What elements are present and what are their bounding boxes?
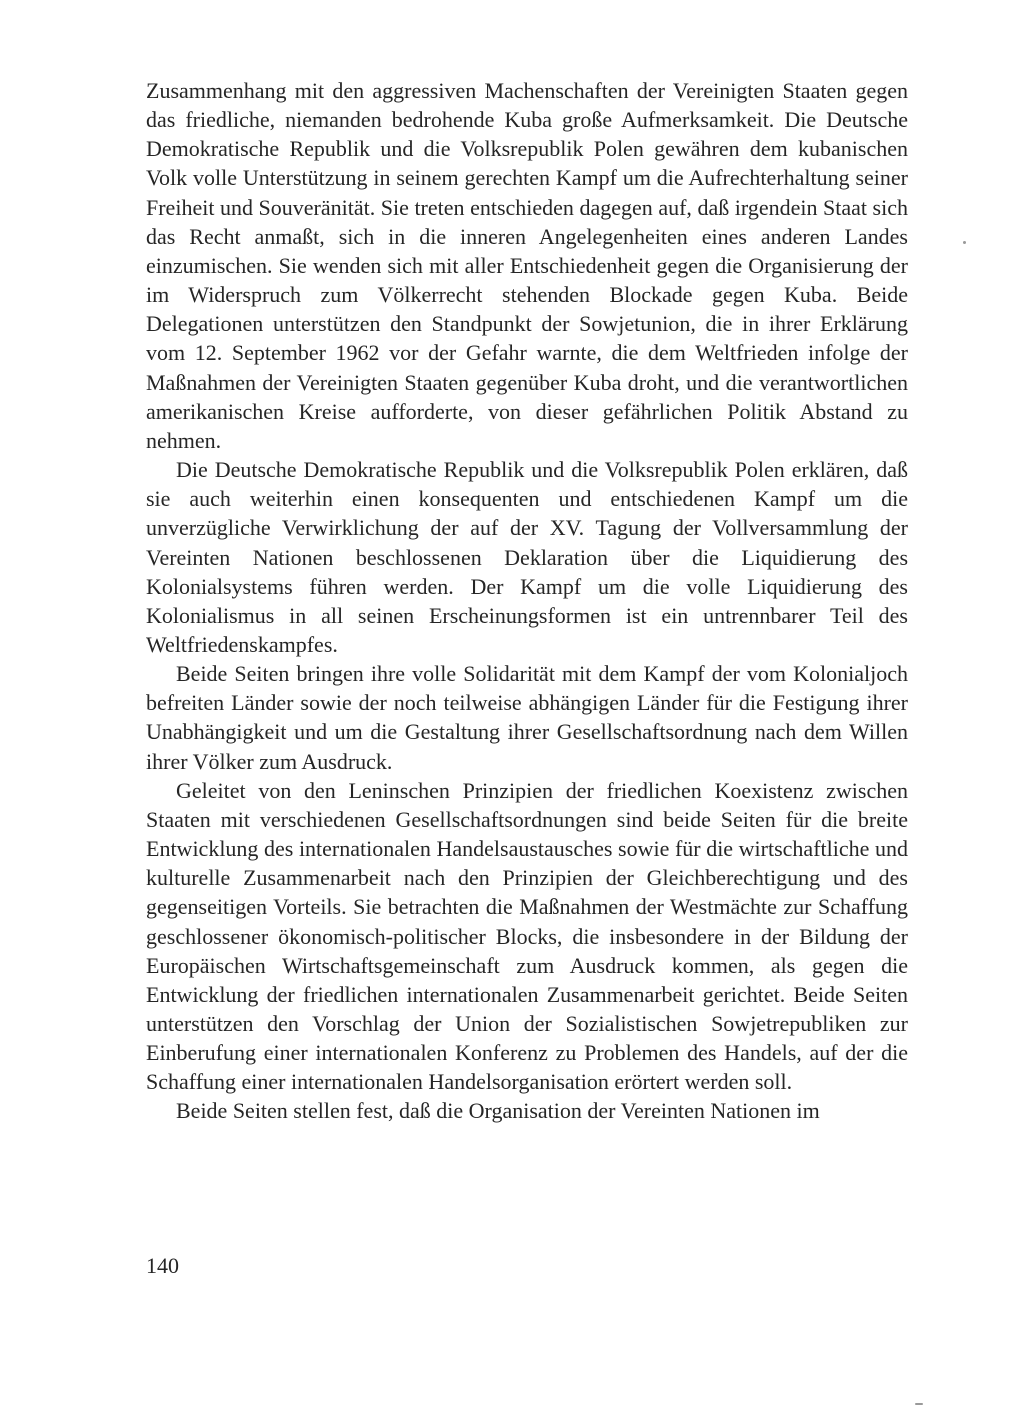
body-text bbox=[146, 76, 908, 1126]
paragraph-continuation: Zusammenhang mit den aggressiven Machenschaften der Vereinigten Staaten gegen das friedliche, niemanden bedrohende Kuba große Aufmerksamkeit. Die Deutsche Demokratische Republik und die Volksrepublik Polen gewähren dem kubanischen Volk volle Unterstützung in seinem gerechten Kampf um die Aufrechterhaltung seiner Freiheit und Souveränität. Sie treten entschieden dagegen auf, daß irgendein Staat sich das Recht anmaßt, sich in die inneren Angelegenheiten eines anderen Landes einzumischen. Sie wenden sich mit aller Entschiedenheit gegen die Organisierung der im Widerspruch zum Völkerrecht stehenden Blockade gegen Kuba. Beide Delegationen unterstützen den Standpunkt der Sowjetunion, die in ihrer Erklärung vom 12. September 1962 vor der Gefahr warnte, die dem Weltfrieden infolge der Maßnahmen der Vereinigten Staaten gegenüber Kuba droht, und die verantwortlichen amerikanischen Kreise aufforderte, von dieser gefährlichen Politik Abstand zu nehmen. bbox=[146, 78, 908, 453]
scan-speck bbox=[915, 1403, 923, 1405]
paragraph: Geleitet von den Leninschen Prinzipien der friedlichen Koexistenz zwischen Staaten mit verschiedenen Gesellschaftsordnungen sind beide Seiten für die breite Entwicklung des internationalen Handelsaustausches sowie für die wirtschaftliche und kulturelle Zusammenarbeit nach den Prinzipien der Gleichberechtigung und des gegenseitigen Vorteils. Sie betrachten die Maßnahmen der Westmächte zur Schaffung geschlossener ökonomisch-politischer Blocks, die insbesondere in der Bildung der Europäischen Wirtschaftsgemeinschaft zum Ausdruck kommen, als gegen die Entwicklung der friedlichen internationalen Zusammenarbeit gerichtet. Beide Seiten unterstützen den Vorschlag der Union der Sozialistischen Sowjetrepubliken zur Einberufung einer internationalen Konferenz zu Problemen des Handels, auf der die Schaffung einer internationalen Handelsorganisation erörtert werden soll. bbox=[146, 777, 908, 1095]
page-number: 140 bbox=[146, 1253, 179, 1278]
paragraph: Die Deutsche Demokratische Republik und die Volksrepublik Polen erklären, daß sie auch weiterhin einen konsequenten und entschiedenen Kampf um die unverzügliche Verwirklichung der auf der XV. Tagung der Vollversammlung der Vereinten Nationen beschlossenen Deklaration über die Liquidierung des Kolonialsystems führen werden. Der Kampf um die volle Liquidierung des Kolonialismus in all seinen Erscheinungsformen ist ein untrennbarer Teil des Weltfriedenskampfes. bbox=[146, 457, 908, 657]
paragraph: Beide Seiten stellen fest, daß die Organisation der Vereinten Nationen im bbox=[176, 1098, 820, 1124]
scan-speck bbox=[963, 241, 966, 244]
paragraph: Beide Seiten bringen ihre volle Solidarität mit dem Kampf der vom Kolonialjoch befreiten Länder sowie der noch teilweise abhängigen Länder für die Festigung ihrer Unabhängigkeit und um die Gestaltung ihrer Gesellschaftsordnung nach dem Willen ihrer Völker zum Ausdruck. bbox=[146, 661, 908, 774]
